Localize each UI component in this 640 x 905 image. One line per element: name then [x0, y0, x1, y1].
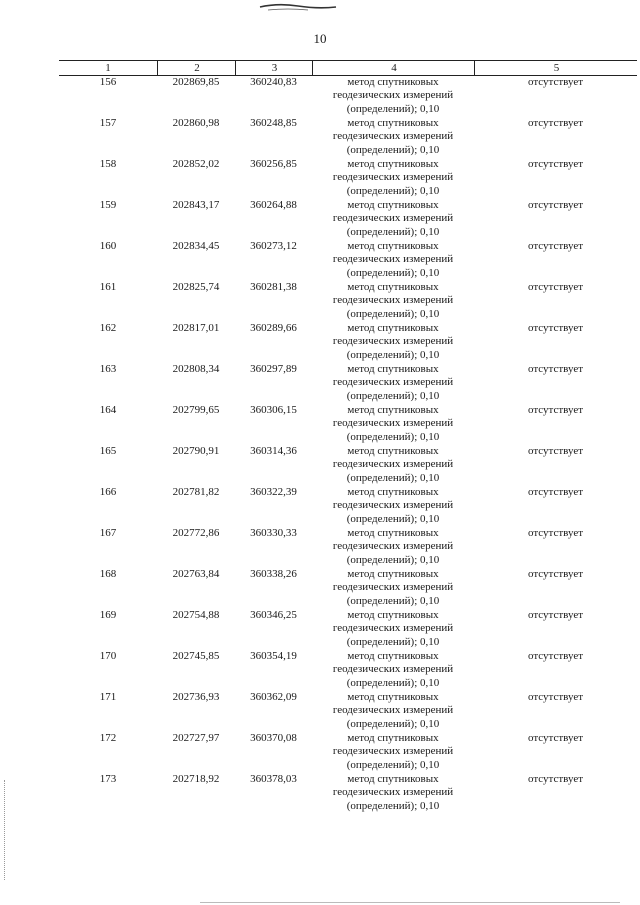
point-number: 157	[99, 117, 117, 129]
table-row	[59, 199, 637, 240]
method-line-2: геодезических измерений	[332, 622, 454, 635]
method-description	[312, 486, 474, 526]
method-description	[312, 199, 474, 239]
method-line-1: метод спутниковых	[347, 691, 439, 703]
point-number: 167	[99, 527, 117, 539]
point-number: 165	[99, 445, 117, 457]
coordinate-y: 360378,03	[250, 773, 297, 785]
status-cell: отсутствует	[527, 322, 584, 334]
method-line-3: (определений); 0,10	[346, 389, 440, 402]
method-line-2: геодезических измерений	[332, 663, 454, 676]
method-description	[312, 322, 474, 362]
method-line-3: (определений); 0,10	[346, 676, 440, 689]
table-row	[59, 568, 637, 609]
method-description	[312, 568, 474, 608]
header-col-3: 3	[235, 61, 313, 75]
scan-bottom-edge	[200, 902, 620, 903]
method-line-2: геодезических измерений	[332, 540, 454, 553]
coordinate-y: 360256,85	[250, 158, 297, 170]
status-cell: отсутствует	[527, 240, 584, 252]
point-number: 166	[99, 486, 117, 498]
method-line-1: метод спутниковых	[347, 240, 439, 252]
method-line-1: метод спутниковых	[347, 322, 439, 334]
coordinate-x: 202790,91	[172, 445, 220, 457]
method-description	[312, 691, 474, 731]
point-number: 171	[99, 691, 117, 703]
status-cell: отсутствует	[527, 199, 584, 211]
table-row	[59, 240, 637, 281]
table-row	[59, 76, 637, 117]
method-line-3: (определений); 0,10	[346, 430, 440, 443]
table-row	[59, 158, 637, 199]
status-cell: отсутствует	[527, 404, 584, 416]
method-line-2: геодезических измерений	[332, 212, 454, 225]
method-line-1: метод спутниковых	[347, 527, 439, 539]
coordinate-y: 360314,36	[250, 445, 297, 457]
table-row	[59, 117, 637, 158]
method-line-1: метод спутниковых	[347, 445, 439, 457]
point-number: 164	[99, 404, 117, 416]
coordinate-y: 360306,15	[250, 404, 297, 416]
point-number: 160	[99, 240, 117, 252]
method-line-2: геодезических измерений	[332, 171, 454, 184]
header-col-2: 2	[157, 61, 236, 75]
coordinate-x: 202718,92	[172, 773, 220, 785]
point-number: 158	[99, 158, 117, 170]
coordinate-y: 360297,89	[250, 363, 297, 375]
point-number: 172	[99, 732, 117, 744]
point-number: 162	[99, 322, 117, 334]
point-number: 170	[99, 650, 117, 662]
method-line-1: метод спутниковых	[347, 199, 439, 211]
header-col-4: 4	[312, 61, 475, 75]
method-line-2: геодезических измерений	[332, 745, 454, 758]
method-line-3: (определений); 0,10	[346, 799, 440, 812]
method-line-3: (определений); 0,10	[346, 758, 440, 771]
method-line-3: (определений); 0,10	[346, 102, 440, 115]
coordinate-x: 202817,01	[172, 322, 220, 334]
method-line-3: (определений); 0,10	[346, 512, 440, 525]
method-line-2: геодезических измерений	[332, 335, 454, 348]
coordinate-y: 360346,25	[250, 609, 297, 621]
status-cell: отсутствует	[527, 486, 584, 498]
method-line-1: метод спутниковых	[347, 773, 439, 785]
method-line-3: (определений); 0,10	[346, 635, 440, 648]
table-row	[59, 650, 637, 691]
method-description	[312, 404, 474, 444]
method-line-2: геодезических измерений	[332, 376, 454, 389]
status-cell: отсутствует	[527, 773, 584, 785]
coordinate-x: 202843,17	[172, 199, 220, 211]
point-number: 156	[99, 76, 117, 88]
point-number: 161	[99, 281, 117, 293]
table-row	[59, 486, 637, 527]
method-line-2: геодезических измерений	[332, 786, 454, 799]
coordinate-x: 202799,65	[172, 404, 220, 416]
table-row	[59, 732, 637, 773]
status-cell: отсутствует	[527, 281, 584, 293]
method-line-1: метод спутниковых	[347, 609, 439, 621]
coordinate-y: 360330,33	[250, 527, 297, 539]
method-line-2: геодезических измерений	[332, 130, 454, 143]
coordinate-x: 202860,98	[172, 117, 220, 129]
method-line-2: геодезических измерений	[332, 417, 454, 430]
status-cell: отсутствует	[527, 363, 584, 375]
coordinate-x: 202727,97	[172, 732, 220, 744]
method-line-1: метод спутниковых	[347, 568, 439, 580]
coordinate-x: 202772,86	[172, 527, 220, 539]
coordinate-x: 202736,93	[172, 691, 220, 703]
scan-margin-artifact	[4, 780, 8, 880]
coordinate-x: 202852,02	[172, 158, 220, 170]
status-cell: отсутствует	[527, 691, 584, 703]
coordinate-y: 360362,09	[250, 691, 297, 703]
coordinate-y: 360240,83	[250, 76, 297, 88]
method-line-1: метод спутниковых	[347, 650, 439, 662]
table-row	[59, 691, 637, 732]
coordinate-y: 360264,88	[250, 199, 297, 211]
table-header	[59, 60, 637, 76]
method-line-3: (определений); 0,10	[346, 717, 440, 730]
table-row	[59, 527, 637, 568]
method-line-2: геодезических измерений	[332, 458, 454, 471]
table-row	[59, 281, 637, 322]
header-col-5: 5	[474, 61, 638, 75]
method-line-1: метод спутниковых	[347, 732, 439, 744]
status-cell: отсутствует	[527, 609, 584, 621]
page-number: 10	[313, 31, 327, 46]
status-cell: отсутствует	[527, 732, 584, 744]
method-line-3: (определений); 0,10	[346, 225, 440, 238]
coordinate-x: 202834,45	[172, 240, 220, 252]
status-cell: отсутствует	[527, 158, 584, 170]
coordinate-y: 360273,12	[250, 240, 297, 252]
method-line-1: метод спутниковых	[347, 363, 439, 375]
method-line-1: метод спутниковых	[347, 76, 439, 88]
method-line-3: (определений); 0,10	[346, 266, 440, 279]
coordinate-x: 202745,85	[172, 650, 220, 662]
method-line-2: геодезических измерений	[332, 499, 454, 512]
method-line-3: (определений); 0,10	[346, 553, 440, 566]
status-cell: отсутствует	[527, 117, 584, 129]
coordinate-y: 360322,39	[250, 486, 297, 498]
method-line-2: геодезических измерений	[332, 89, 454, 102]
coordinate-x: 202754,88	[172, 609, 220, 621]
coordinate-y: 360370,08	[250, 732, 297, 744]
point-number: 168	[99, 568, 117, 580]
method-description	[312, 76, 474, 116]
point-number: 163	[99, 363, 117, 375]
coordinate-y: 360354,19	[250, 650, 297, 662]
coordinate-y: 360248,85	[250, 117, 297, 129]
method-line-2: геодезических измерений	[332, 294, 454, 307]
method-line-3: (определений); 0,10	[346, 184, 440, 197]
table-row	[59, 773, 637, 814]
method-description	[312, 732, 474, 772]
point-number: 159	[99, 199, 117, 211]
table-row	[59, 445, 637, 486]
coordinate-y: 360289,66	[250, 322, 297, 334]
table-row	[59, 322, 637, 363]
method-description	[312, 527, 474, 567]
coordinate-x: 202825,74	[172, 281, 220, 293]
point-number: 169	[99, 609, 117, 621]
method-line-3: (определений); 0,10	[346, 348, 440, 361]
coordinate-x: 202781,82	[172, 486, 220, 498]
method-line-1: метод спутниковых	[347, 281, 439, 293]
method-line-1: метод спутниковых	[347, 158, 439, 170]
coordinate-x: 202808,34	[172, 363, 220, 375]
method-description	[312, 117, 474, 157]
method-description	[312, 609, 474, 649]
status-cell: отсутствует	[527, 568, 584, 580]
method-description	[312, 240, 474, 280]
method-line-3: (определений); 0,10	[346, 471, 440, 484]
status-cell: отсутствует	[527, 445, 584, 457]
method-line-3: (определений); 0,10	[346, 307, 440, 320]
method-line-3: (определений); 0,10	[346, 594, 440, 607]
coordinate-x: 202763,84	[172, 568, 220, 580]
scan-artifact-mark	[258, 2, 338, 12]
header-col-1: 1	[105, 62, 111, 74]
method-line-2: геодезических измерений	[332, 581, 454, 594]
coordinate-x: 202869,85	[172, 76, 220, 88]
point-number: 173	[99, 773, 117, 785]
coordinate-y: 360338,26	[250, 568, 297, 580]
method-description	[312, 363, 474, 403]
method-description	[312, 445, 474, 485]
table-row	[59, 363, 637, 404]
method-line-3: (определений); 0,10	[346, 143, 440, 156]
table-row	[59, 404, 637, 445]
method-line-1: метод спутниковых	[347, 404, 439, 416]
coordinate-y: 360281,38	[250, 281, 297, 293]
status-cell: отсутствует	[527, 527, 584, 539]
method-description	[312, 773, 474, 813]
method-description	[312, 650, 474, 690]
method-line-2: геодезических измерений	[332, 704, 454, 717]
table-row	[59, 609, 637, 650]
status-cell: отсутствует	[527, 650, 584, 662]
status-cell: отсутствует	[527, 76, 584, 88]
method-line-2: геодезических измерений	[332, 253, 454, 266]
method-line-1: метод спутниковых	[347, 117, 439, 129]
method-description	[312, 281, 474, 321]
method-description	[312, 158, 474, 198]
method-line-1: метод спутниковых	[347, 486, 439, 498]
